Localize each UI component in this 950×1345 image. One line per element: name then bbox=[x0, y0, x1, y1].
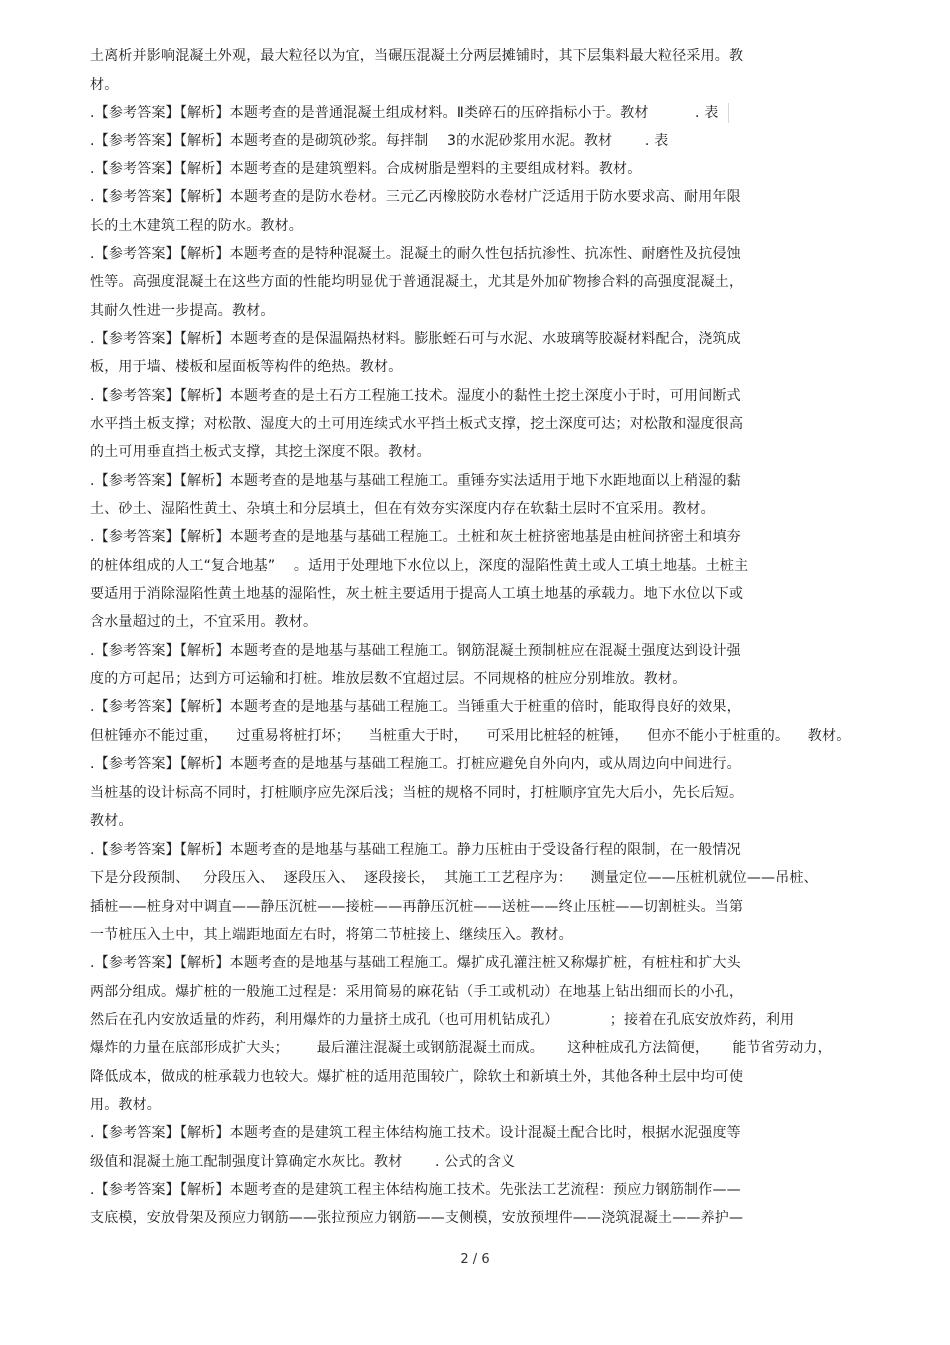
text-line: 用。教材。 bbox=[90, 1097, 161, 1113]
text-line: 板，用于墙、楼板和屋面板等构件的绝热。教材。 bbox=[90, 359, 403, 375]
text-line: 土离析并影响混凝土外观，最大粒径以为宜，当碾压混凝土分两层摊铺时，其下层集料最大粒径采用。教 bbox=[90, 48, 744, 64]
text-line: .【参考答案】【解析】本题考查的是地基与基础工程施工。打桩应避免自外向内，或从周边向中间进行。 bbox=[90, 756, 741, 772]
vertical-rule bbox=[728, 103, 729, 123]
text-line: 爆炸的力量在底部形成扩大头； 最后灌注混凝土或钢筋混凝土而成。 这种桩成孔方法简便， 能节省劳动力， bbox=[90, 1040, 832, 1056]
text-line: 支底模，安放骨架及预应力钢筋——张拉预应力钢筋——支侧模，安放预埋件——浇筑混凝土——养护— bbox=[90, 1210, 744, 1226]
text-line: 土、砂土、湿陷性黄土、杂填土和分层填土，但在有效夯实深度内存在软黏土层时不宜采用。教材。 bbox=[90, 501, 715, 517]
text-line: 插桩——桩身对中调直——静压沉桩——接桩——再静压沉桩——送桩——终止压桩——切割桩头。当第 bbox=[90, 899, 744, 915]
text-line: .【参考答案】【解析】本题考查的是特种混凝土。混凝土的耐久性包括抗渗性、抗冻性、耐磨性及抗侵蚀 bbox=[90, 246, 741, 262]
text-line: 要适用于消除湿陷性黄土地基的湿陷性，灰土桩主要适用于提高人工填土地基的承载力。地下水位以下或 bbox=[90, 586, 744, 602]
text-line: 的桩体组成的人工“复合地基” 。适用于处理地下水位以上，深度的湿陷性黄土或人工填土地基。土桩主 bbox=[90, 558, 749, 574]
text-line: .【参考答案】【解析】本题考查的是地基与基础工程施工。当锤重大于桩重的倍时，能取得良好的效果， bbox=[90, 699, 741, 715]
text-line: .【参考答案】【解析】本题考查的是防水卷材。三元乙丙橡胶防水卷材广泛适用于防水要求高、耐用年限 bbox=[90, 189, 741, 205]
text-line: .【参考答案】【解析】本题考查的是保温隔热材料。膨胀蛭石可与水泥、水玻璃等胶凝材料配合，浇筑成 bbox=[90, 331, 741, 347]
text-line: .【参考答案】【解析】本题考查的是土石方工程施工技术。湿度小的黏性土挖土深度小于时，可用间断式 bbox=[90, 388, 741, 404]
text-line: 教材。 bbox=[90, 813, 133, 829]
text-line: 然后在孔内安放适量的炸药，利用爆炸的力量挤土成孔（也可用机钻成孔） ；接着在孔底安放炸药，利用 bbox=[90, 1012, 795, 1028]
text-line: 但桩锤亦不能过重， 过重易将桩打坏； 当桩重大于时， 可采用比桩轻的桩锤， 但亦不能小于桩重的。 教材。 bbox=[90, 728, 851, 744]
text-line: .【参考答案】【解析】本题考查的是建筑工程主体结构施工技术。设计混凝土配合比时，根据水泥强度等 bbox=[90, 1125, 741, 1141]
text-line: 当桩基的设计标高不同时，打桩顺序应先深后浅；当桩的规格不同时，打桩顺序宜先大后小，先长后短。 bbox=[90, 785, 744, 801]
text-line: .【参考答案】【解析】本题考查的是地基与基础工程施工。爆扩成孔灌注桩又称爆扩桩，有桩柱和扩大头 bbox=[90, 955, 741, 971]
text-line: 降低成本，做成的桩承载力也较大。爆扩桩的适用范围较广，除软土和新填土外，其他各种土层中均可使 bbox=[90, 1069, 744, 1085]
text-line: 水平挡土板支撑；对松散、湿度大的土可用连续式水平挡土板式支撑，挖土深度可达；对松散和湿度很高 bbox=[90, 416, 744, 432]
text-line: .【参考答案】【解析】本题考查的是地基与基础工程施工。钢筋混凝土预制桩应在混凝土强度达到设计强 bbox=[90, 643, 741, 659]
text-line: 级值和混凝土施工配制强度计算确定水灰比。教材 . 公式的含义 bbox=[90, 1154, 516, 1170]
text-line: .【参考答案】【解析】本题考查的是地基与基础工程施工。静力压桩由于受设备行程的限制，在一般情况 bbox=[90, 842, 741, 858]
text-line: 其耐久性进一步提高。教材。 bbox=[90, 303, 275, 319]
text-line: 性等。高强度混凝土在这些方面的性能均明显优于普通混凝土，尤其是外加矿物掺合料的高强度混凝土， bbox=[90, 274, 744, 290]
page-number: 2 / 6 bbox=[460, 1252, 490, 1267]
text-line: 长的土木建筑工程的防水。教材。 bbox=[90, 218, 303, 234]
text-line: 一节桩压入土中，其上端距地面左右时，将第二节桩接上、继续压入。教材。 bbox=[90, 927, 573, 943]
text-line: 含水量超过的土，不宜采用。教材。 bbox=[90, 614, 318, 630]
text-line: .【参考答案】【解析】本题考查的是建筑塑料。合成树脂是塑料的主要组成材料。教材。 bbox=[90, 161, 642, 177]
text-line: 度的方可起吊；达到方可运输和打桩。堆放层数不宜超过层。不同规格的桩应分别堆放。教材。 bbox=[90, 671, 687, 687]
text-line: 下是分段预制、 分段压入、 逐段压入、 逐段接长， 其施工工艺程序为： 测量定位——压桩机就位——吊桩、 bbox=[90, 870, 818, 886]
text-line: 的土可用垂直挡土板式支撑，其挖土深度不限。教材。 bbox=[90, 444, 431, 460]
text-line: 两部分组成。爆扩桩的一般施工过程是：采用简易的麻花钻（手工或机动）在地基上钻出细而长的小孔， bbox=[90, 984, 744, 1000]
text-line: .【参考答案】【解析】本题考查的是地基与基础工程施工。重锤夯实法适用于地下水距地面以上稍湿的黏 bbox=[90, 473, 741, 489]
text-line: .【参考答案】【解析】本题考查的是普通混凝土组成材料。Ⅱ类碎石的压碎指标小于。教材 . 表 bbox=[90, 105, 719, 121]
text-line: 材。 bbox=[90, 77, 119, 93]
text-line: .【参考答案】【解析】本题考查的是砌筑砂浆。每拌制 3的水泥砂浆用水泥。教材 . 表 bbox=[90, 133, 669, 149]
text-line: .【参考答案】【解析】本题考查的是建筑工程主体结构施工技术。先张法工艺流程：预应力钢筋制作—— bbox=[90, 1182, 741, 1198]
text-line: .【参考答案】【解析】本题考查的是地基与基础工程施工。土桩和灰土桩挤密地基是由桩间挤密土和填夯 bbox=[90, 529, 741, 545]
